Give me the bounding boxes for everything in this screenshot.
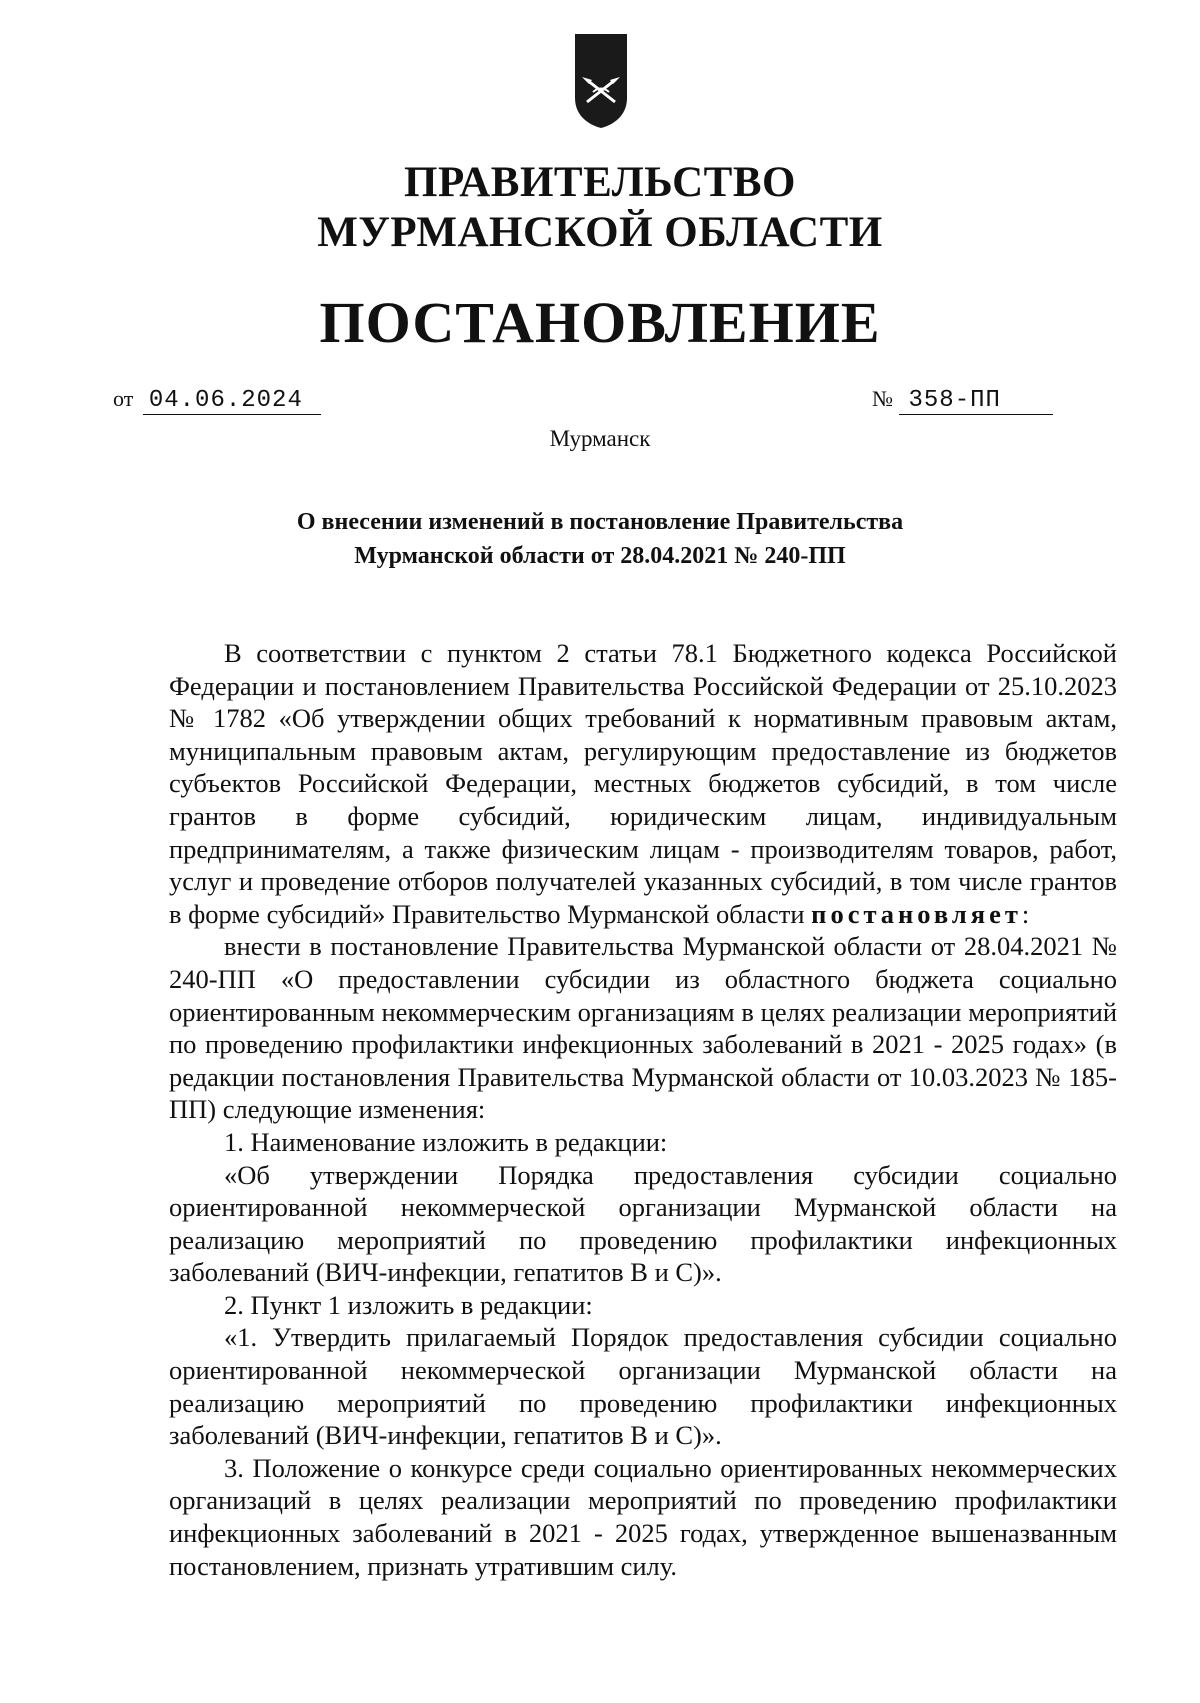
document-heading [0, 505, 1200, 573]
city: Мурманск [549, 426, 651, 451]
number-prefix: № [872, 386, 893, 411]
date-field [113, 386, 321, 415]
paragraph-amend: внести в постановление Правительства Мурманской области от 28.04.2021 № 240-ПП «О предоставлении субсидии из областного бюджета социально ориентированным некоммерческим организациям в целях реализации мероприятий по проведению профилактики инфекционных заболеваний в 2021 - 2025 годах» (в редакции постановления Правительства Мурманской области от 10.03.2023 № 185-ПП) следующие изменения: [169, 931, 1117, 1125]
document-date: 04.06.2024 [143, 387, 321, 415]
heading-line2: Мурманской области от 28.04.2021 № 240-ПП [354, 543, 846, 569]
resolves-word: постановляет [811, 898, 1022, 929]
paragraph-item-1-text: «Об утверждении Порядка предоставления субсидии социально ориентированной некоммерческой организации Мурманской области на реализацию мероприятий по проведению профилактики инфекционных заболеваний (ВИЧ-инфекции, гепатитов В и С)». [169, 1159, 1117, 1288]
preamble-text: В соответствии с пунктом 2 статьи 78.1 Бюджетного кодекса Российской Федерации и постановлением Правительства Российской Федерации от 25.10.2023 № 1782 «Об утверждении общих требований к нормативным правовым актам, муниципальным правовым актам, регулирующим предоставление из бюджетов субъектов Российской Федерации, местных бюджетов субсидий, в том числе грантов в форме субсидий, юридическим лицам, индивидуальным предпринимателям, а также физическим лицам - производителям товаров, работ, услуг и проведение отборов получателей указанных субсидий, в том числе грантов в форме субсидий» Правительство Мурманской области [169, 638, 1117, 929]
paragraph-item-1: 1. Наименование изложить в редакции: [224, 1126, 668, 1157]
date-prefix: от [113, 386, 134, 411]
preamble-colon: : [1021, 898, 1030, 929]
document-body [169, 637, 1117, 1582]
paragraph-item-2: 2. Пункт 1 изложить в редакции: [224, 1289, 593, 1320]
coat-of-arms-icon [573, 32, 629, 129]
government-title-line1: ПРАВИТЕЛЬСТВО [404, 159, 796, 206]
document-type: ПОСТАНОВЛЕНИЕ [319, 290, 881, 355]
number-field [872, 386, 1053, 415]
heading-line1: О внесении изменений в постановление Правительства [296, 509, 904, 535]
government-title-line2: МУРМАНСКОЙ ОБЛАСТИ [317, 209, 883, 256]
paragraph-item-3: 3. Положение о конкурсе среди социально ориентированных некоммерческих организаций в целях реализации мероприятий по проведению профилактики инфекционных заболеваний в 2021 - 2025 годах, утвержденное вышеназванным постановлением, признать утратившим силу. [169, 1452, 1117, 1581]
paragraph-item-2-text: «1. Утвердить прилагаемый Порядок предоставления субсидии социально ориентированной некоммерческой организации Мурманской области на реализацию мероприятий по проведению профилактики инфекционных заболеваний (ВИЧ-инфекции, гепатитов В и С)». [169, 1322, 1117, 1451]
document-number: 358-ПП [899, 387, 1053, 415]
paragraph-preamble [169, 637, 1117, 930]
